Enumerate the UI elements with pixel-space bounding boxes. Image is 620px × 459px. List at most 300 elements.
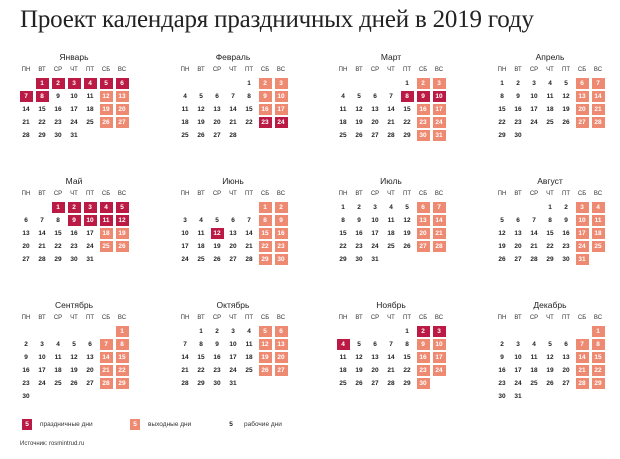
legend	[22, 419, 620, 433]
day-cell: 28	[530, 256, 538, 263]
month-4	[494, 52, 606, 160]
day-cell: 7	[247, 217, 251, 224]
day-grid	[177, 200, 289, 284]
day-cell: 22	[546, 243, 554, 250]
day-cell: 4	[183, 93, 187, 100]
day-cell: 23	[417, 365, 430, 376]
day-cell: 20	[22, 243, 30, 250]
day-cell: 26	[355, 380, 363, 387]
day-cell: 21	[592, 104, 605, 115]
day-cell: 27	[22, 256, 30, 263]
day-cell: 29	[403, 132, 411, 139]
day-cell: 10	[433, 339, 446, 350]
day-cell: 13	[213, 106, 221, 113]
month-name: Декабрь	[533, 300, 567, 310]
weekend-label: выходные дни	[148, 421, 192, 428]
day-cell: 21	[387, 367, 395, 374]
day-cell: 27	[514, 256, 522, 263]
day-cell: 13	[417, 215, 430, 226]
weekday-label: ВС	[434, 315, 444, 321]
day-cell: 26	[259, 365, 272, 376]
weekday-label: ВС	[117, 67, 127, 73]
day-cell: 2	[564, 204, 568, 211]
day-cell: 30	[417, 378, 430, 389]
day-grid	[335, 200, 447, 284]
weekday-label: ЧТ	[70, 191, 78, 197]
day-cell: 5	[405, 204, 409, 211]
day-cell: 9	[564, 217, 568, 224]
day-cell: 5	[357, 341, 361, 348]
day-cell: 31	[70, 132, 78, 139]
day-cell: 29	[546, 256, 554, 263]
weekday-header	[494, 313, 606, 324]
day-grid	[177, 324, 289, 408]
day-cell: 7	[532, 217, 536, 224]
day-cell: 10	[229, 341, 237, 348]
day-cell: 21	[38, 243, 46, 250]
day-cell: 28	[592, 117, 605, 128]
day-cell: 31	[433, 130, 446, 141]
day-cell: 18	[387, 230, 395, 237]
day-cell: 30	[275, 254, 288, 265]
day-cell: 22	[38, 119, 46, 126]
day-cell: 14	[38, 230, 46, 237]
day-cell: 7	[40, 217, 44, 224]
day-cell: 29	[592, 378, 605, 389]
day-cell: 23	[562, 243, 570, 250]
day-cell: 19	[100, 104, 113, 115]
day-cell: 20	[417, 228, 430, 239]
day-cell: 1	[199, 328, 203, 335]
day-cell: 4	[341, 93, 345, 100]
day-cell: 6	[116, 78, 129, 89]
day-cell: 22	[498, 119, 506, 126]
day-cell: 17	[70, 106, 78, 113]
day-cell: 9	[56, 93, 60, 100]
month-name: Октябрь	[216, 300, 250, 310]
day-cell: 25	[245, 367, 253, 374]
day-cell: 22	[116, 365, 129, 376]
day-cell: 29	[498, 132, 506, 139]
day-cell: 12	[546, 354, 554, 361]
weekday-header	[18, 189, 130, 200]
weekday-label: ЧТ	[70, 315, 78, 321]
day-cell: 9	[215, 341, 219, 348]
day-cell: 20	[275, 352, 288, 363]
day-cell: 30	[514, 132, 522, 139]
day-cell: 22	[403, 119, 411, 126]
day-cell: 15	[259, 228, 272, 239]
day-cell: 17	[371, 230, 379, 237]
day-cell: 4	[247, 328, 251, 335]
weekday-label: ВС	[434, 191, 444, 197]
month-9	[18, 300, 130, 408]
day-cell: 16	[54, 106, 62, 113]
day-cell: 11	[197, 230, 205, 237]
day-cell: 2	[417, 326, 430, 337]
day-cell: 14	[592, 91, 605, 102]
day-cell: 15	[592, 352, 605, 363]
day-cell: 3	[275, 78, 288, 89]
day-cell: 30	[562, 256, 570, 263]
day-cell: 6	[417, 202, 430, 213]
day-cell: 25	[546, 119, 554, 126]
day-cell: 8	[548, 217, 552, 224]
weekday-label: ПТ	[86, 67, 94, 73]
weekday-label: ПН	[180, 315, 190, 321]
legend-holiday	[22, 419, 93, 430]
weekday-label: СР	[53, 67, 63, 73]
day-cell: 27	[229, 256, 237, 263]
weekday-label: ВТ	[38, 67, 46, 73]
day-cell: 17	[181, 243, 189, 250]
day-cell: 7	[592, 78, 605, 89]
day-cell: 2	[516, 80, 520, 87]
weekday-label: ПН	[338, 315, 348, 321]
day-cell: 10	[84, 215, 97, 226]
weekday-label: ВС	[117, 191, 127, 197]
day-cell: 23	[498, 380, 506, 387]
day-cell: 17	[275, 104, 288, 115]
day-cell: 6	[231, 217, 235, 224]
day-cell: 13	[576, 91, 589, 102]
weekday-label: СР	[370, 315, 380, 321]
day-cell: 28	[229, 132, 237, 139]
day-cell: 17	[86, 230, 94, 237]
weekday-label: СР	[53, 191, 63, 197]
day-cell: 7	[389, 93, 393, 100]
day-cell: 25	[530, 380, 538, 387]
day-cell: 6	[516, 217, 520, 224]
day-cell: 26	[100, 117, 113, 128]
day-cell: 30	[417, 130, 430, 141]
weekday-label: ВТ	[355, 191, 363, 197]
day-cell: 3	[40, 341, 44, 348]
day-cell: 3	[183, 217, 187, 224]
weekday-label: ВТ	[514, 191, 522, 197]
day-cell: 28	[22, 132, 30, 139]
day-cell: 3	[84, 202, 97, 213]
day-cell: 23	[355, 243, 363, 250]
weekday-label: ПТ	[562, 315, 570, 321]
day-cell: 4	[548, 80, 552, 87]
day-cell: 21	[530, 243, 538, 250]
day-cell: 6	[373, 341, 377, 348]
day-cell: 10	[70, 93, 78, 100]
weekday-label: ВС	[276, 67, 286, 73]
day-cell: 16	[275, 228, 288, 239]
day-cell: 15	[339, 230, 347, 237]
day-cell: 2	[500, 341, 504, 348]
day-cell: 16	[70, 230, 78, 237]
day-cell: 13	[275, 339, 288, 350]
day-cell: 12	[116, 215, 129, 226]
day-cell: 3	[516, 341, 520, 348]
weekday-label: ЧТ	[546, 315, 554, 321]
day-cell: 2	[215, 328, 219, 335]
day-cell: 6	[564, 341, 568, 348]
day-cell: 9	[68, 215, 81, 226]
day-cell: 26	[546, 380, 554, 387]
day-cell: 21	[100, 365, 113, 376]
weekday-header	[494, 65, 606, 76]
day-cell: 31	[229, 380, 237, 387]
weekday-label: СР	[370, 191, 380, 197]
weekday-label: ПН	[497, 315, 507, 321]
weekday-label: СБ	[260, 67, 270, 73]
weekday-label: ВС	[593, 315, 603, 321]
day-cell: 4	[100, 202, 113, 213]
weekday-label: ВС	[276, 191, 286, 197]
day-cell: 20	[514, 243, 522, 250]
day-cell: 21	[22, 119, 30, 126]
day-cell: 24	[530, 119, 538, 126]
weekday-label: ВТ	[355, 67, 363, 73]
day-cell: 27	[417, 241, 430, 252]
day-cell: 15	[403, 106, 411, 113]
day-cell: 30	[355, 256, 363, 263]
day-cell: 23	[54, 119, 62, 126]
weekday-label: ВС	[593, 191, 603, 197]
day-cell: 15	[38, 106, 46, 113]
day-cell: 19	[197, 119, 205, 126]
day-cell: 14	[387, 106, 395, 113]
day-cell: 21	[229, 119, 237, 126]
day-cell: 18	[197, 243, 205, 250]
day-cell: 12	[70, 354, 78, 361]
day-cell: 25	[54, 380, 62, 387]
day-cell: 3	[231, 328, 235, 335]
day-cell: 9	[357, 217, 361, 224]
weekday-label: ПТ	[86, 191, 94, 197]
day-cell: 19	[116, 228, 129, 239]
day-cell: 1	[259, 202, 272, 213]
day-cell: 27	[371, 132, 379, 139]
day-cell: 16	[417, 104, 430, 115]
day-cell: 17	[433, 104, 446, 115]
weekday-label: ПН	[497, 67, 507, 73]
day-cell: 20	[116, 104, 129, 115]
day-cell: 23	[259, 117, 272, 128]
weekday-label: СБ	[101, 191, 111, 197]
weekday-label: СБ	[260, 315, 270, 321]
day-cell: 28	[100, 378, 113, 389]
weekday-label: ПТ	[245, 191, 253, 197]
day-cell: 25	[339, 380, 347, 387]
weekday-label: СР	[529, 67, 539, 73]
day-cell: 5	[199, 93, 203, 100]
weekday-label: ВС	[434, 67, 444, 73]
day-cell: 16	[498, 367, 506, 374]
day-cell: 24	[38, 380, 46, 387]
day-cell: 22	[339, 243, 347, 250]
day-cell: 16	[514, 106, 522, 113]
day-cell: 1	[500, 80, 504, 87]
weekday-label: СБ	[418, 315, 428, 321]
day-cell: 31	[514, 393, 522, 400]
day-cell: 14	[100, 352, 113, 363]
day-cell: 18	[530, 367, 538, 374]
month-7	[335, 176, 447, 284]
day-cell: 17	[38, 367, 46, 374]
day-cell: 8	[259, 215, 272, 226]
day-cell: 12	[355, 354, 363, 361]
day-cell: 4	[199, 217, 203, 224]
weekday-label: ПТ	[403, 191, 411, 197]
day-cell: 14	[387, 354, 395, 361]
day-cell: 31	[576, 254, 589, 265]
day-cell: 2	[52, 78, 65, 89]
day-cell: 28	[245, 256, 253, 263]
day-cell: 22	[592, 365, 605, 376]
day-cell: 10	[576, 215, 589, 226]
day-cell: 14	[530, 230, 538, 237]
day-cell: 2	[259, 78, 272, 89]
day-cell: 3	[576, 202, 589, 213]
day-cell: 7	[433, 202, 446, 213]
day-cell: 12	[355, 106, 363, 113]
day-cell: 11	[387, 217, 395, 224]
day-cell: 15	[498, 106, 506, 113]
month-12	[494, 300, 606, 408]
day-cell: 4	[84, 78, 97, 89]
day-cell: 18	[245, 354, 253, 361]
weekday-label: СР	[212, 191, 222, 197]
day-cell: 24	[514, 380, 522, 387]
day-cell: 12	[259, 339, 272, 350]
day-cell: 29	[116, 378, 129, 389]
weekday-label: ПТ	[562, 67, 570, 73]
day-cell: 12	[562, 93, 570, 100]
day-cell: 1	[247, 80, 251, 87]
weekday-label: ВТ	[197, 67, 205, 73]
day-cell: 1	[405, 328, 409, 335]
weekday-label: ЧТ	[546, 191, 554, 197]
day-cell: 27	[116, 117, 129, 128]
day-cell: 16	[562, 230, 570, 237]
day-cell: 3	[433, 78, 446, 89]
day-cell: 13	[116, 91, 129, 102]
day-cell: 10	[275, 91, 288, 102]
weekday-header	[335, 313, 447, 324]
day-cell: 21	[576, 365, 589, 376]
day-cell: 18	[100, 228, 113, 239]
weekday-header	[18, 65, 130, 76]
day-cell: 6	[373, 93, 377, 100]
day-cell: 30	[54, 132, 62, 139]
day-cell: 30	[22, 393, 30, 400]
day-cell: 26	[197, 132, 205, 139]
weekday-header	[494, 189, 606, 200]
day-cell: 25	[387, 243, 395, 250]
weekday-label: СБ	[577, 191, 587, 197]
day-grid	[177, 76, 289, 160]
day-cell: 9	[417, 91, 430, 102]
day-cell: 20	[371, 367, 379, 374]
weekday-label: ВТ	[514, 315, 522, 321]
weekday-label: ЧТ	[387, 67, 395, 73]
day-cell: 26	[70, 380, 78, 387]
day-cell: 5	[564, 80, 568, 87]
day-cell: 9	[275, 215, 288, 226]
weekday-label: ЧТ	[229, 315, 237, 321]
day-cell: 14	[22, 106, 30, 113]
day-grid	[494, 324, 606, 408]
weekend-swatch: 5	[130, 419, 140, 430]
day-cell: 1	[341, 204, 345, 211]
day-cell: 11	[181, 106, 189, 113]
day-cell: 22	[259, 241, 272, 252]
day-cell: 30	[498, 393, 506, 400]
day-cell: 29	[339, 256, 347, 263]
month-name: Сентябрь	[54, 300, 94, 310]
day-cell: 25	[86, 119, 94, 126]
day-cell: 28	[387, 132, 395, 139]
day-cell: 10	[433, 91, 446, 102]
day-cell: 11	[530, 354, 538, 361]
day-cell: 29	[38, 132, 46, 139]
day-cell: 11	[54, 354, 62, 361]
day-cell: 27	[86, 380, 94, 387]
day-cell: 18	[86, 106, 94, 113]
day-cell: 18	[181, 119, 189, 126]
day-cell: 1	[36, 78, 49, 89]
day-cell: 27	[213, 132, 221, 139]
weekday-label: СР	[53, 315, 63, 321]
day-cell: 24	[181, 256, 189, 263]
day-cell: 7	[389, 341, 393, 348]
month-6	[177, 176, 289, 284]
weekday-header	[177, 65, 289, 76]
weekday-label: ВТ	[197, 191, 205, 197]
day-cell: 19	[546, 367, 554, 374]
month-1	[18, 52, 130, 160]
day-cell: 3	[532, 80, 536, 87]
weekday-label: СБ	[101, 67, 111, 73]
day-grid	[494, 76, 606, 160]
day-cell: 9	[500, 354, 504, 361]
month-name: Ноябрь	[376, 300, 406, 310]
day-cell: 8	[341, 217, 345, 224]
day-cell: 23	[514, 119, 522, 126]
day-cell: 28	[433, 241, 446, 252]
weekday-label: ПТ	[245, 67, 253, 73]
weekday-label: ПН	[21, 67, 31, 73]
day-cell: 15	[546, 230, 554, 237]
weekday-label: ПН	[180, 67, 190, 73]
weekday-label: СР	[370, 67, 380, 73]
day-cell: 13	[22, 230, 30, 237]
day-cell: 18	[339, 367, 347, 374]
month-name: Январь	[59, 52, 89, 62]
day-cell: 14	[433, 215, 446, 226]
month-name: Май	[65, 176, 83, 186]
month-2	[177, 52, 289, 160]
day-cell: 13	[514, 230, 522, 237]
day-cell: 13	[371, 354, 379, 361]
day-cell: 16	[417, 352, 430, 363]
day-cell: 28	[576, 378, 589, 389]
day-cell: 8	[405, 341, 409, 348]
day-cell: 24	[433, 365, 446, 376]
weekday-label: СБ	[577, 315, 587, 321]
weekday-label: ПН	[21, 191, 31, 197]
weekday-label: ЧТ	[229, 191, 237, 197]
day-cell: 6	[88, 341, 92, 348]
day-cell: 18	[54, 367, 62, 374]
day-cell: 18	[339, 119, 347, 126]
day-cell: 1	[548, 204, 552, 211]
